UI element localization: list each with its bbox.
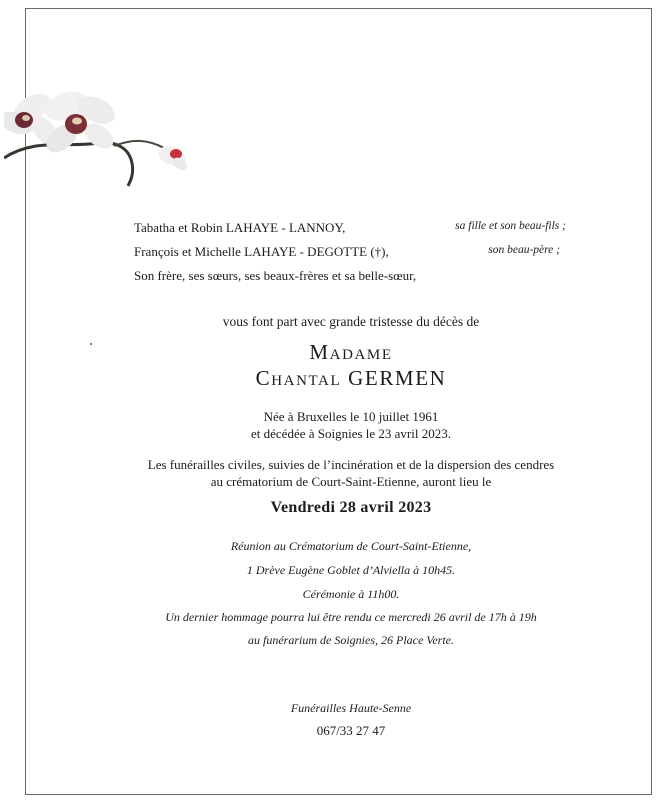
detail-line: au funérarium de Soignies, 26 Place Verte. <box>248 633 454 647</box>
birth-line: Née à Bruxelles le 10 juillet 1961 <box>263 409 439 424</box>
deceased-last-name: GERMEN <box>348 366 447 390</box>
funeral-date: Vendredi 28 avril 2023 <box>270 499 432 516</box>
funeral-text-line: Les funérailles civiles, suivies de l’incinération et de la dispersion des cendres <box>147 457 555 472</box>
family-names: Tabatha et Robin LAHAYE - LANNOY, <box>134 220 346 235</box>
funeral-home: Funérailles Haute-Senne <box>290 701 412 715</box>
funeral-text-line: au crématorium de Court-Saint-Etienne, auront lieu le <box>210 474 492 489</box>
deceased-first-name: Chantal <box>255 366 342 390</box>
detail-line: Cérémonie à 11h00. <box>302 587 400 601</box>
death-line: et décédée à Soignies le 23 avril 2023. <box>251 426 451 441</box>
detail-line: 1 Drève Eugène Goblet d’Alviella à 10h45. <box>246 563 456 577</box>
family-relation: son beau-père ; <box>488 244 560 256</box>
detail-line: Réunion au Crématorium de Court-Saint-Etienne, <box>230 539 472 553</box>
detail-line: Un dernier hommage pourra lui être rendu ce mercredi 26 avril de 17h à 19h <box>165 610 537 624</box>
deceased-title: Madame <box>309 340 393 364</box>
deceased-name <box>25 366 664 391</box>
family-line <box>134 268 566 284</box>
orchid-flower-icon <box>4 68 200 194</box>
family-line <box>134 220 566 236</box>
family-relation: sa fille et son beau-fils ; <box>455 220 566 232</box>
announcement: vous font part avec grande tristesse du décès de <box>222 314 480 329</box>
phone-number: 067/33 27 47 <box>316 723 386 738</box>
family-names: Son frère, ses sœurs, ses beaux-frères et sa belle-sœur, <box>134 268 417 283</box>
family-names: François et Michelle LAHAYE - DEGOTTE (†), <box>134 244 389 259</box>
family-line <box>134 244 566 260</box>
